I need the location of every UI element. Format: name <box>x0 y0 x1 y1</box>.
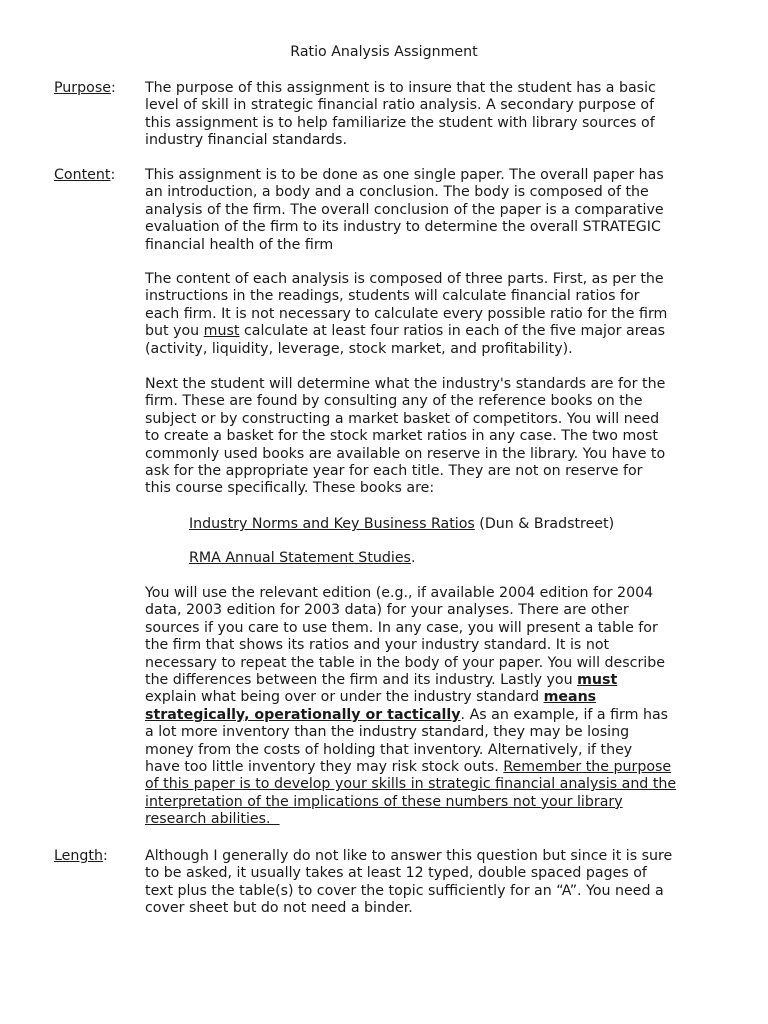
content-paragraph-3 <box>145 376 725 498</box>
content-line: instructions in the readings, students will calculate financial ratios for <box>145 288 640 305</box>
content-line: ask for the appropriate year for each title. They are not on reserve for <box>145 463 643 480</box>
content-paragraph-2 <box>145 271 725 358</box>
content-line: The content of each analysis is composed of three parts. First, as per the <box>145 271 664 287</box>
purpose-line: level of skill in strategic financial ratio analysis. A secondary purpose of <box>145 97 655 114</box>
length-line: cover sheet but do not need a binder. <box>145 900 413 917</box>
length-label-colon: : <box>102 848 108 864</box>
purpose-label-text: Purpose <box>54 80 111 96</box>
content-text: calculate at least four ratios in each of the five major areas <box>239 323 666 340</box>
content-line: analysis of the firm. The overall conclusion of the paper is a comparative <box>145 201 664 218</box>
purpose-reminder: interpretation of the implications of these numbers not your library <box>145 793 623 810</box>
must-bold-emphasis: must <box>577 672 618 689</box>
strategic-bold-emphasis: strategically, operationally or tactically <box>145 706 461 723</box>
reference-book-1-publisher: (Dun & Bradstreet) <box>474 516 615 532</box>
content-label-colon: : <box>110 167 116 183</box>
content-line: a lot more inventory than the industry standard, they may be losing <box>145 724 630 741</box>
content-label-text: Content <box>54 167 111 183</box>
content-line: This assignment is to be done as one single paper. The overall paper has <box>145 167 664 183</box>
content-line <box>145 776 725 793</box>
content-line: to create a basket for the stock market ratios in any case. The two most <box>145 428 658 445</box>
content-line: necessary to repeat the table in the body of your paper. You will describe <box>145 654 665 671</box>
content-line: sources if you care to use them. In any case, you will present a table for <box>145 619 658 636</box>
length-label-text: Length <box>54 848 103 864</box>
length-label <box>54 848 108 865</box>
content-paragraph-4 <box>145 585 725 829</box>
content-line: money from the costs of holding that inventory. Alternatively, if they <box>145 741 633 758</box>
content-line <box>145 323 725 340</box>
content-text: . As an example, if a firm has <box>460 706 669 723</box>
must-emphasis: must <box>203 323 240 340</box>
content-line <box>145 707 725 724</box>
content-line <box>145 759 725 776</box>
purpose-line: industry financial standards. <box>145 132 347 149</box>
content-line: commonly used books are available on reserve in the library. You have to <box>145 445 666 462</box>
reference-book-1-title: Industry Norms and Key Business Ratios <box>189 516 475 532</box>
content-text: but you <box>145 323 204 340</box>
content-text: the differences between the firm and its industry. Lastly you <box>145 672 578 689</box>
content-line <box>145 689 725 706</box>
length-line: text plus the table(s) to cover the topic sufficiently for an “A”. You need a <box>145 882 664 899</box>
reference-book-2-title: RMA Annual Statement Studies <box>189 550 411 566</box>
content-line: financial health of the firm <box>145 236 334 253</box>
content-label <box>54 167 115 184</box>
reference-book-1 <box>189 516 614 533</box>
content-paragraph-1 <box>145 167 725 254</box>
content-line: each firm. It is not necessary to calculate every possible ratio for the firm <box>145 305 668 322</box>
content-line: this course specifically. These books are: <box>145 480 435 497</box>
purpose-line: The purpose of this assignment is to insure that the student has a basic <box>145 80 656 96</box>
reference-book-2 <box>189 550 415 567</box>
content-line: data, 2003 edition for 2003 data) for your analyses. There are other <box>145 602 629 619</box>
content-line <box>145 811 725 828</box>
content-line: subject or by constructing a market basket of competitors. You will need <box>145 410 660 427</box>
means-bold-emphasis: means <box>543 689 597 706</box>
purpose-reminder: of this paper is to develop your skills in strategic financial analysis and the <box>145 776 677 793</box>
content-line: Next the student will determine what the industry's standards are for the <box>145 376 666 392</box>
content-line: firm. These are found by consulting any of the reference books on the <box>145 393 643 410</box>
length-paragraph <box>145 848 725 918</box>
page-title: Ratio Analysis Assignment <box>290 44 478 60</box>
reference-book-2-period: . <box>410 550 416 566</box>
purpose-reminder: research abilities. <box>145 811 280 828</box>
content-line <box>145 672 725 689</box>
content-line: an introduction, a body and a conclusion. The body is composed of the <box>145 184 649 201</box>
purpose-line: this assignment is to help familiarize the student with library sources of <box>145 114 655 131</box>
content-line: evaluation of the firm to its industry to determine the overall STRATEGIC <box>145 219 661 236</box>
content-line: You will use the relevant edition (e.g., if available 2004 edition for 2004 <box>145 585 654 601</box>
purpose-label <box>54 80 116 97</box>
content-text: have too little inventory they may risk stock outs. <box>145 759 504 776</box>
content-text: explain what being over or under the industry standard <box>145 689 544 706</box>
purpose-label-colon: : <box>110 80 116 96</box>
length-line: to be asked, it usually takes at least 12 typed, double spaced pages of <box>145 865 647 882</box>
purpose-reminder: Remember the purpose <box>503 759 672 776</box>
purpose-paragraph <box>145 80 725 150</box>
length-line: Although I generally do not like to answer this question but since it is sure <box>145 848 673 864</box>
content-line: the firm that shows its ratios and your industry standard. It is not <box>145 637 610 654</box>
content-line <box>145 794 725 811</box>
content-line: (activity, liquidity, leverage, stock market, and profitability). <box>145 340 573 357</box>
